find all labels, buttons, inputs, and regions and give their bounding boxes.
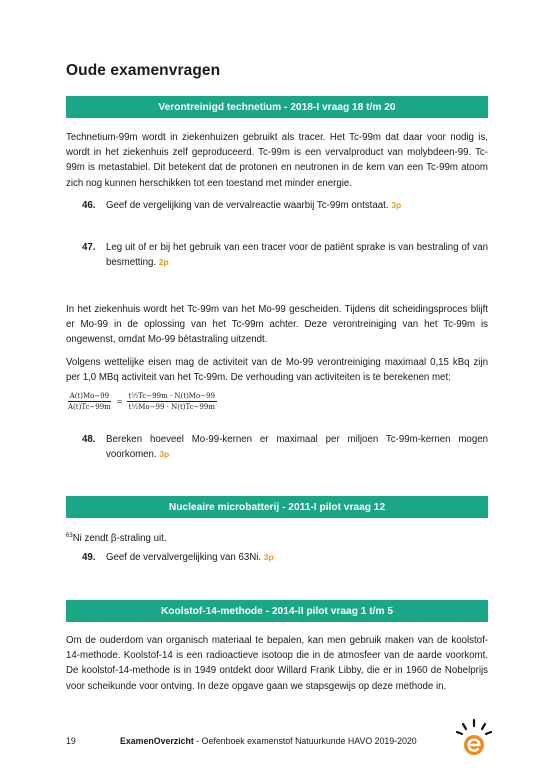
question-number: 48. <box>82 434 96 445</box>
formula-rhs <box>127 392 217 411</box>
footer-title: - Oefenboek examenstof Natuurkunde HAVO 2019-2020 <box>193 736 417 746</box>
paragraph-regulation: Volgens wettelijke eisen mag de activiteit van de Mo-99 verontreiniging maximaal 0,15 kBq zijn per 1,0 MBq activiteit van het Tc-99m. De verhouding van activiteiten is te berekenen met: <box>66 357 488 384</box>
intro-paragraph-nickel <box>66 529 488 546</box>
question-49 <box>82 550 488 565</box>
paragraph-separation: In het ziekenhuis wordt het Tc-99m van het Mo-99 gescheiden. Tijdens dit scheidingsproces blijft er Mo-99 in de oplossing van het Tc-99m achter. Deze verontreiniging van het Tc-99m is ongewenst, omdat Mo-99 bètastraling uitzendt. <box>66 304 488 346</box>
question-number: 49. <box>82 552 96 563</box>
footer-brand: ExamenOverzicht <box>120 736 194 746</box>
section-banner-technetium: Verontreinigd technetium - 2018-I vraag 18 t/m 20 <box>66 96 488 118</box>
formula-lhs-numerator: A(t)Mo−99 <box>69 392 110 400</box>
examenoverzicht-logo-icon <box>454 718 494 758</box>
intro-text: Ni zendt β-straling uit. <box>72 533 167 545</box>
activity-ratio-formula <box>66 392 217 411</box>
question-47 <box>82 240 488 270</box>
section-banner-koolstof: Koolstof-14-methode - 2014-II pilot vraag 1 t/m 5 <box>66 600 488 622</box>
question-number: 46. <box>82 200 96 211</box>
formula-lhs <box>66 392 113 411</box>
isotope-mass-number: 63 <box>66 533 73 539</box>
formula-rhs-numerator: t½Tc−99m · N(t)Mo−99 <box>128 392 215 400</box>
page-heading: Oude examenvragen <box>66 62 221 79</box>
question-text: Leg uit of er bij het gebruik van een tracer voor de patiënt sprake is van bestraling of van besmetting. <box>106 242 488 269</box>
question-text: Geef de vervalvergelijking van 63Ni. <box>106 552 262 563</box>
points-badge: 2p <box>158 257 169 268</box>
points-badge: 3p <box>391 200 402 210</box>
question-46 <box>82 198 488 213</box>
page-footer <box>66 736 426 746</box>
intro-paragraph-technetium: Technetium-99m wordt in ziekenhuizen gebruikt als tracer. Het Tc-99m dat daar voor nodig is, wordt in het ziekenhuis zelf geproduceerd. Tc-99m is een vervalproduct van molybdeen-99. Tc-99m is metastabiel. Dit betekent dat de protonen en neutronen in de kern van een Tc-99m atoom zich nog kunnen herschikken tot een toestand met minder energie. <box>66 132 488 189</box>
question-text: Bereken hoeveel Mo-99-kernen er maximaal per miljoen Tc-99m-kernen mogen voorkomen. <box>106 434 488 461</box>
formula-lhs-denominator: A(t)Tc−99m <box>68 403 111 411</box>
formula-rhs-denominator: t½Mo−99 · N(t)Tc−99m <box>128 403 215 411</box>
points-badge: 3p <box>159 449 170 460</box>
formula-equals: = <box>116 397 123 406</box>
intro-paragraph-koolstof: Om de ouderdom van organisch materiaal te bepalen, kan men gebruik maken van de koolstof-14-methode. Koolstof-14 is een radioactieve isotoop die in de atmosfeer van de aarde voorkomt. De koolstof-14-methode is in 1949 ontdekt door Willard Frank Libby, die er in 1960 de Nobelprijs voor scheikunde voor ontving. In deze opgave gaan we stapsgewijs op deze methode in. <box>66 635 488 692</box>
page-number: 19 <box>66 736 76 746</box>
question-number: 47. <box>82 242 96 253</box>
section-banner-microbatterij: Nucleaire microbatterij - 2011-I pilot vraag 12 <box>66 496 488 518</box>
question-48 <box>82 432 488 462</box>
points-badge: 3p <box>263 552 274 562</box>
question-text: Geef de vergelijking van de vervalreactie waarbij Tc-99m ontstaat. <box>106 200 389 211</box>
